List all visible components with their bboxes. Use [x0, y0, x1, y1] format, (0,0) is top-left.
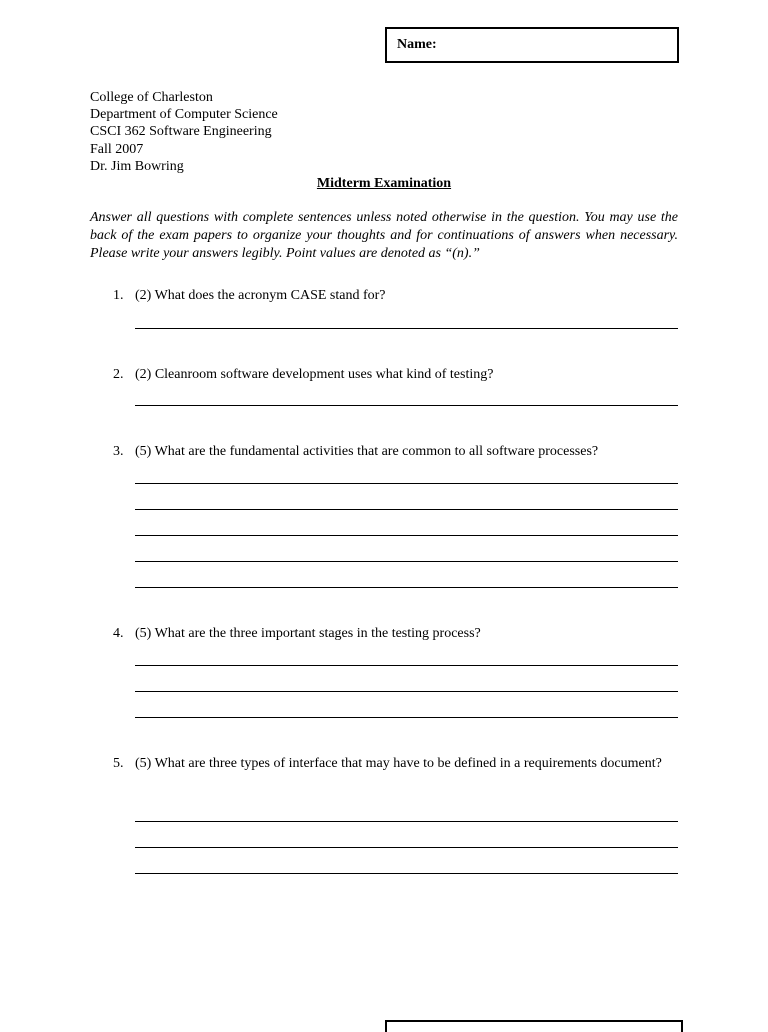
question-number: 5. [113, 756, 124, 771]
answer-line[interactable] [135, 821, 678, 822]
question-number: 4. [113, 626, 124, 641]
answer-line[interactable] [135, 717, 678, 718]
question-text: (5) What are three types of interface that may have to be defined in a requirements document? [135, 756, 662, 771]
header-college: College of Charleston [90, 90, 213, 105]
question-text: (2) What does the acronym CASE stand for? [135, 288, 386, 303]
course-header [90, 89, 278, 175]
header-instructor: Dr. Jim Bowring [90, 158, 184, 174]
name-label: Name: [397, 37, 437, 52]
answer-line[interactable] [135, 561, 678, 562]
next-page-box-edge [385, 1020, 683, 1032]
answer-line[interactable] [135, 847, 678, 848]
header-term: Fall 2007 [90, 141, 144, 157]
question-number: 3. [113, 444, 124, 459]
header-department: Department of Computer Science [90, 107, 278, 123]
answer-line[interactable] [135, 483, 678, 484]
question-number: 1. [113, 288, 124, 303]
answer-line[interactable] [135, 691, 678, 692]
question-text: (5) What are the fundamental activities that are common to all software processes? [135, 444, 599, 459]
answer-line[interactable] [135, 509, 678, 510]
name-field-box[interactable] [385, 27, 679, 63]
answer-line[interactable] [135, 873, 678, 874]
answer-line[interactable] [135, 665, 678, 666]
page-title: Midterm Examination [316, 176, 452, 191]
answer-line[interactable] [135, 587, 678, 588]
question-text: (2) Cleanroom software development uses what kind of testing? [135, 367, 494, 382]
header-course: CSCI 362 Software Engineering [90, 124, 272, 140]
answer-line[interactable] [135, 328, 678, 329]
question-number: 2. [113, 367, 124, 382]
answer-line[interactable] [135, 405, 678, 406]
question-text: (5) What are the three important stages in the testing process? [135, 626, 481, 641]
exam-instructions: Answer all questions with complete sentences unless noted otherwise in the question. You may use the back of the exam papers to organize your thoughts and for continuations of answers when necessary. Please write your answers legibly. Point values are denoted as “(n).” [90, 210, 678, 261]
answer-line[interactable] [135, 535, 678, 536]
